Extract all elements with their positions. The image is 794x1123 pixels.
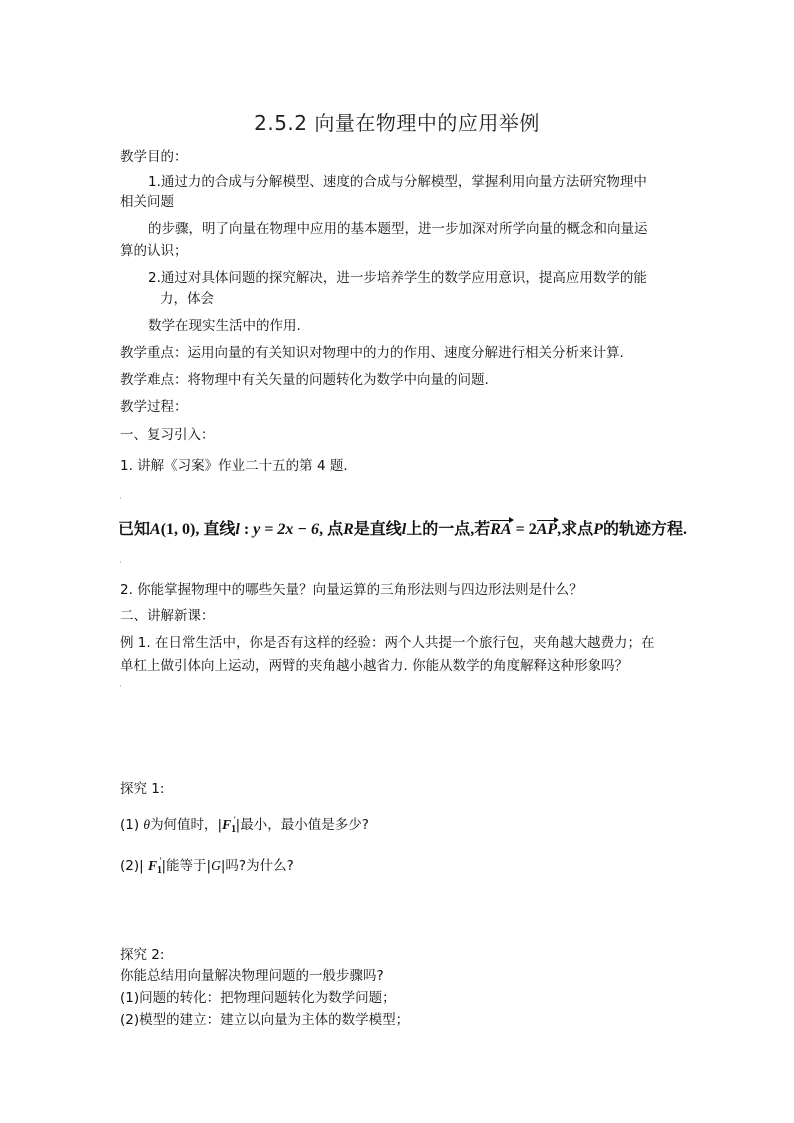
review-item: 1. 讲解《习案》作业二十五的第 4 题. <box>120 458 348 474</box>
problem-text: 已知 <box>118 521 151 538</box>
question-text: |吗?为什么? <box>220 858 294 874</box>
force-prime: ' <box>233 815 236 825</box>
problem-text: 是直线 <box>353 521 402 538</box>
paragraph-mark: · <box>119 494 122 504</box>
explore1-heading: 探究 1: <box>120 781 165 797</box>
line-l: l <box>401 521 407 538</box>
line-equation: y = 2x − 6 <box>253 521 320 538</box>
problem-text: , 点 <box>319 521 344 538</box>
new-lesson-heading: 二、讲解新课： <box>120 608 215 624</box>
process-heading: 教学过程： <box>120 399 188 415</box>
explore2-heading: 探究 2: <box>120 947 165 963</box>
problem-text: (1, 0), 直线 <box>160 521 236 538</box>
explore2-line: 你能总结用向量解决物理问题的一般步骤吗? <box>120 968 384 984</box>
objective-line: 2.通过对具体问题的探究解决，进一步培养学生的数学应用意识，提高应用数学的能 <box>148 270 647 286</box>
force-prime: ' <box>158 856 162 866</box>
objective-line: 的步骤，明了向量在物理中应用的基本题型，进一步加深对所学向量的概念和向量运 <box>148 221 648 237</box>
key-point: 教学重点：运用向量的有关知识对物理中的力的作用、速度分解进行相关分析来计算. <box>120 345 624 361</box>
gravity-g: G <box>211 858 221 873</box>
math-problem <box>118 516 687 539</box>
point-a: A <box>150 521 161 538</box>
example-line: 例 1. 在日常生活中，你是否有这样的经验：两个人共提一个旅行包，夹角越大越费力；在 <box>120 635 655 651</box>
question-text: |能等于| <box>161 858 212 874</box>
force-symbol: F <box>222 817 232 832</box>
theta-symbol: θ <box>143 817 151 832</box>
objectives-heading: 教学目的： <box>120 149 188 165</box>
review-item: 2. 你能掌握物理中的哪些矢量？向量运算的三角形法则与四边形法则是什么？ <box>120 582 583 598</box>
objective-line: 力，体会 <box>160 291 214 307</box>
force-subscript: 1 <box>156 865 162 876</box>
force-symbol: F <box>147 858 157 873</box>
point-p: P <box>593 521 603 538</box>
paragraph-mark: · <box>119 682 122 692</box>
objective-line: 相关问题 <box>120 194 174 210</box>
force-f1 <box>222 815 237 835</box>
problem-text: ,求点 <box>557 521 594 538</box>
explore1-question-1 <box>120 811 369 839</box>
force-subscript: 1 <box>231 824 237 835</box>
problem-text: 的轨迹方程. <box>602 521 687 538</box>
objective-line: 算的认识； <box>120 243 188 259</box>
paragraph-mark: · <box>119 558 122 568</box>
point-r: R <box>343 521 354 538</box>
explore2-line: (1)问题的转化：把物理问题转化为数学问题； <box>120 990 396 1006</box>
problem-text: 上的一点,若 <box>406 521 491 538</box>
difficulty: 教学难点：将物理中有关矢量的问题转化为数学中向量的问题. <box>120 372 489 388</box>
problem-text: : <box>239 521 254 538</box>
objective-line: 1.通过力的合成与分解模型、速度的合成与分解模型，掌握利用向量方法研究物理中 <box>148 174 647 190</box>
question-text: 为何值时，| <box>150 817 223 833</box>
objective-line: 数学在现实生活中的作用. <box>148 318 301 334</box>
vector-ra: RA <box>490 521 512 538</box>
problem-text: = 2 <box>511 521 537 538</box>
question-text: (2)| <box>120 858 148 874</box>
vector-ap: AP <box>536 521 558 538</box>
page-title: 2.5.2 向量在物理中的应用举例 <box>254 111 540 135</box>
example-line: 单杠上做引体向上运动，两臂的夹角越小越省力. 你能从数学的角度解释这种形象吗？ <box>120 658 629 674</box>
question-text: (1) <box>120 817 144 833</box>
review-heading: 一、复习引入： <box>120 427 215 443</box>
question-text: |最小，最小值是多少? <box>235 817 369 833</box>
line-l: l <box>235 521 240 538</box>
explore2-line: (2)模型的建立：建立以向量为主体的数学模型； <box>120 1012 410 1028</box>
force-f1 <box>147 856 162 876</box>
explore1-question-2 <box>120 852 294 880</box>
